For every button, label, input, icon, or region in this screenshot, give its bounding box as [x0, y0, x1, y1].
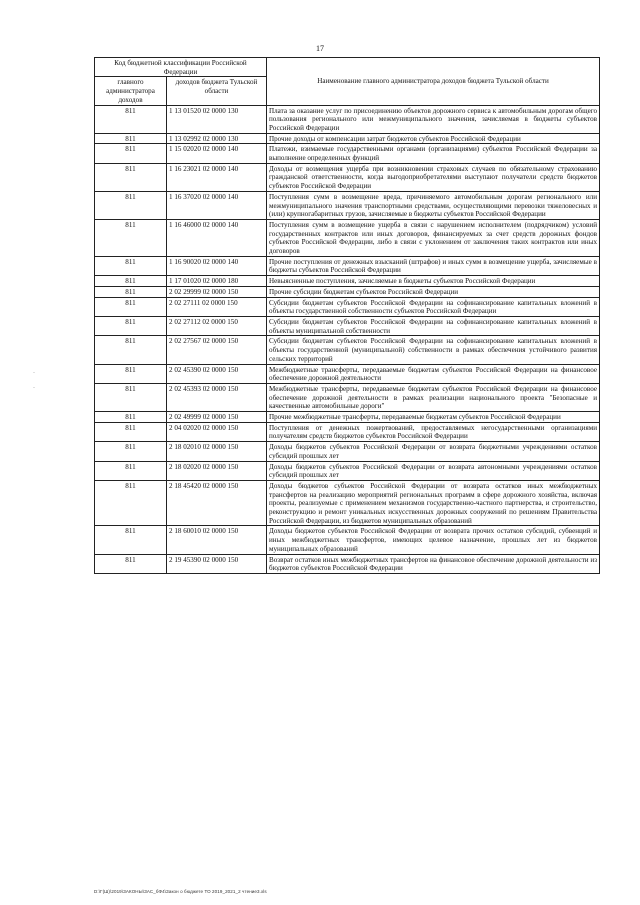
- income-code-cell: 1 17 01020 02 0000 180: [167, 276, 267, 287]
- table-row: [95, 191, 600, 219]
- administrator-name-cell: Доходы бюджетов субъектов Российской Федерации от возврата бюджетными учреждениями остатков субсидий прошлых лет: [267, 442, 600, 461]
- income-code-cell: 2 02 27111 02 0000 150: [167, 297, 267, 316]
- admin-code-cell: 811: [95, 364, 167, 383]
- admin-code-cell: 811: [95, 163, 167, 191]
- administrator-name-cell: Поступления сумм в возмещение ущерба в связи с нарушением исполнителем (подрядчиком) условий государственных контрактов или иных договоров, финансируемых за счет средств дорожных фондов субъектов Российской Федерации, либо в связи с уклонением от заключения таких контрактов или иных договоров: [267, 219, 600, 256]
- table-row: [95, 554, 600, 573]
- header-classification-group: Код бюджетной классификации Российской Федерации: [95, 58, 267, 77]
- admin-code-cell: 811: [95, 412, 167, 423]
- admin-code-cell: 811: [95, 105, 167, 133]
- budget-classification-table: [94, 57, 600, 574]
- administrator-name-cell: Прочие доходы от компенсации затрат бюджетов субъектов Российской Федерации: [267, 133, 600, 144]
- income-code-cell: 2 02 45390 02 0000 150: [167, 364, 267, 383]
- administrator-name-cell: Прочие межбюджетные трансферты, передаваемые бюджетам субъектов Российской Федерации: [267, 412, 600, 423]
- table-row: [95, 163, 600, 191]
- admin-code-cell: 811: [95, 383, 167, 411]
- table-row: [95, 383, 600, 411]
- administrator-name-cell: Субсидии бюджетам субъектов Российской Федерации на софинансирование капитальных вложений в объекты государственной собственности субъектов Российской Федерации: [267, 297, 600, 316]
- table-row: [95, 364, 600, 383]
- table-row: [95, 256, 600, 275]
- administrator-name-cell: Прочие поступления от денежных взысканий (штрафов) и иных сумм в возмещение ущерба, зачисляемые в бюджеты субъектов Российской Федерации: [267, 256, 600, 275]
- income-code-cell: 1 16 90020 02 0000 140: [167, 256, 267, 275]
- income-code-cell: 1 13 01520 02 0000 130: [167, 105, 267, 133]
- income-code-cell: 1 16 46000 02 0000 140: [167, 219, 267, 256]
- admin-code-cell: 811: [95, 554, 167, 573]
- page-number: 17: [316, 44, 324, 53]
- admin-code-cell: 811: [95, 297, 167, 316]
- administrator-name-cell: Невыясненные поступления, зачисляемые в бюджеты субъектов Российской Федерации: [267, 276, 600, 287]
- table-body: [95, 105, 600, 573]
- header-administrator-name: Наименование главного администратора доходов бюджета Тульской области: [267, 58, 600, 106]
- table-row: [95, 105, 600, 133]
- income-code-cell: 2 04 02020 02 0000 150: [167, 422, 267, 441]
- income-code-cell: 1 16 37020 02 0000 140: [167, 191, 267, 219]
- admin-code-cell: 811: [95, 144, 167, 163]
- administrator-name-cell: Субсидии бюджетам субъектов Российской Федерации на софинансирование капитальных вложений в объекты муниципальной собственности: [267, 316, 600, 335]
- administrator-name-cell: Поступления от денежных пожертвований, предоставляемых негосударственными организациями получателям средств бюджетов субъектов Российской Федерации: [267, 422, 600, 441]
- administrator-name-cell: Доходы бюджетов субъектов Российской Федерации от возврата остатков иных межбюджетных трансфертов на реализацию мероприятий региональных программ в сфере дорожного хозяйства, включая проекты, реализуемые с применением механизмов государственно-частного партнерства, и строительство, реконструкцию и ремонт уникальных искусственных дорожных сооружений по решениям Правительства Российской Федерации, из бюджетов муниципальных образований: [267, 480, 600, 526]
- table-row: [95, 526, 600, 554]
- table-row: [95, 286, 600, 297]
- table-row: [95, 219, 600, 256]
- table-row: [95, 276, 600, 287]
- admin-code-cell: 811: [95, 191, 167, 219]
- admin-code-cell: 811: [95, 286, 167, 297]
- income-code-cell: 2 18 02020 02 0000 150: [167, 461, 267, 480]
- income-code-cell: 2 19 45390 02 0000 150: [167, 554, 267, 573]
- margin-mark: ·: [33, 370, 35, 376]
- administrator-name-cell: Доходы от возмещения ущерба при возникновении страховых случаев по обязательному страхованию гражданской ответственности, когда выгодоприобретателями выступают получатели средств бюджетов субъектов Российской Федерации: [267, 163, 600, 191]
- administrator-name-cell: Прочие субсидии бюджетам субъектов Российской Федерации: [267, 286, 600, 297]
- header-income-code: доходов бюджета Тульской области: [167, 77, 267, 105]
- administrator-name-cell: Субсидии бюджетам субъектов Российской Федерации на софинансирование капитальных вложений в объекты государственной (муниципальной) собственности в рамках обеспечения устойчивого развития сельских территорий: [267, 336, 600, 364]
- admin-code-cell: 811: [95, 422, 167, 441]
- admin-code-cell: 811: [95, 461, 167, 480]
- admin-code-cell: 811: [95, 276, 167, 287]
- administrator-name-cell: Плата за оказание услуг по присоединению объектов дорожного сервиса к автомобильным дорогам общего пользования регионального или межмуниципального значения, зачисляемая в бюджеты субъектов Российской Федерации: [267, 105, 600, 133]
- administrator-name-cell: Платежи, взимаемые государственными органами (организациями) субъектов Российской Федерации за выполнение определенных функций: [267, 144, 600, 163]
- income-code-cell: 2 02 27112 02 0000 150: [167, 316, 267, 335]
- table-row: [95, 442, 600, 461]
- income-code-cell: 1 15 02020 02 0000 140: [167, 144, 267, 163]
- margin-mark: ·: [33, 385, 35, 391]
- administrator-name-cell: Межбюджетные трансферты, передаваемые бюджетам субъектов Российской Федерации на финансовое обеспечение дорожной деятельности в рамках реализации национального проекта "Безопасные и качественные автомобильные дороги": [267, 383, 600, 411]
- income-code-cell: 1 16 23021 02 0000 140: [167, 163, 267, 191]
- income-code-cell: 2 02 27567 02 0000 150: [167, 336, 267, 364]
- income-code-cell: 2 18 60010 02 0000 150: [167, 526, 267, 554]
- table-row: [95, 422, 600, 441]
- admin-code-cell: 811: [95, 133, 167, 144]
- table-row: [95, 461, 600, 480]
- income-code-cell: 2 02 29999 02 0000 150: [167, 286, 267, 297]
- income-code-cell: 2 02 49999 02 0000 150: [167, 412, 267, 423]
- file-path-footer: D:\Г(Ш)\2019\ЗАКОНЫ\ЗАС_бФ4\Закон о бюджете ТО 2019_2021_2 чтение3.xls: [94, 889, 267, 894]
- administrator-name-cell: Межбюджетные трансферты, передаваемые бюджетам субъектов Российской Федерации на финансовое обеспечение дорожной деятельности: [267, 364, 600, 383]
- table-row: [95, 336, 600, 364]
- income-code-cell: 2 18 45420 02 0000 150: [167, 480, 267, 526]
- table-row: [95, 297, 600, 316]
- admin-code-cell: 811: [95, 526, 167, 554]
- table-row: [95, 480, 600, 526]
- income-code-cell: 2 02 45393 02 0000 150: [167, 383, 267, 411]
- admin-code-cell: 811: [95, 336, 167, 364]
- income-code-cell: 1 13 02992 02 0000 130: [167, 133, 267, 144]
- income-code-cell: 2 18 02010 02 0000 150: [167, 442, 267, 461]
- table-row: [95, 144, 600, 163]
- admin-code-cell: 811: [95, 480, 167, 526]
- administrator-name-cell: Поступления сумм в возмещение вреда, причиняемого автомобильным дорогам регионального или межмуниципального значения транспортными средствами, осуществляющими перевозки тяжеловесных и (или) крупногабаритных грузов, зачисляемые в бюджеты субъектов Российской Федерации: [267, 191, 600, 219]
- administrator-name-cell: Возврат остатков иных межбюджетных трансфертов на финансовое обеспечение дорожной деятельности из бюджетов субъектов Российской Федерации: [267, 554, 600, 573]
- administrator-name-cell: Доходы бюджетов субъектов Российской Федерации от возврата автономными учреждениями остатков субсидий прошлых лет: [267, 461, 600, 480]
- table-row: [95, 412, 600, 423]
- admin-code-cell: 811: [95, 219, 167, 256]
- header-admin-code: главного администратора доходов: [95, 77, 167, 105]
- table-row: [95, 133, 600, 144]
- admin-code-cell: 811: [95, 442, 167, 461]
- admin-code-cell: 811: [95, 316, 167, 335]
- administrator-name-cell: Доходы бюджетов субъектов Российской Федерации от возврата прочих остатков субсидий, субвенций и иных межбюджетных трансфертов, имеющих целевое назначение, прошлых лет из бюджетов муниципальных образований: [267, 526, 600, 554]
- admin-code-cell: 811: [95, 256, 167, 275]
- table-row: [95, 316, 600, 335]
